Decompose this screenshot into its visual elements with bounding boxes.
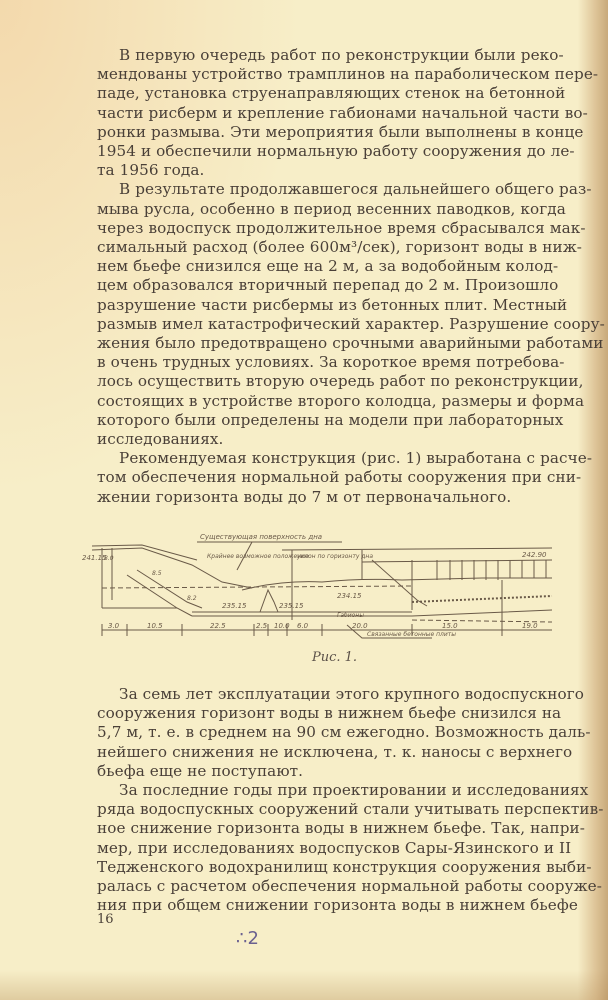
text-line: мер, при исследованиях водоспусков Сары-Язинского и II bbox=[97, 838, 572, 857]
text-line: ное снижение горизонта воды в нижнем бьефе. Так, напри- bbox=[97, 819, 585, 838]
text-line: через водоспуск продолжительное время сбрасывался мак- bbox=[97, 218, 586, 237]
text-line: ния при общем снижении горизонта воды в нижнем бьефе bbox=[97, 896, 578, 915]
text-line: в очень трудных условиях. За короткое время потребова- bbox=[97, 353, 565, 372]
text-line: цем образовался вторичный перепад до 2 м. Произошло bbox=[97, 276, 559, 295]
text-line: мендованы устройство трамплинов на параболическом пере- bbox=[97, 65, 599, 84]
text-line: Рекомендуемая конструкция (рис. 1) выработана с расче- bbox=[119, 449, 593, 468]
paragraph-2 bbox=[97, 180, 605, 449]
label-existing-surface: Существующая поверхность дна bbox=[200, 533, 323, 541]
text-block-bottom bbox=[97, 685, 604, 915]
text-line: лось осуществить вторую очередь работ по реконструкции, bbox=[97, 372, 584, 391]
label-dim-h2: 8.5 bbox=[152, 570, 162, 577]
label-extreme-level: Крайнее возможное положение bbox=[207, 553, 309, 560]
text-line: симальный расход (более 600м³/сек), горизонт воды в ниж- bbox=[97, 238, 582, 257]
text-line: части рисберм и крепление габионами начальной части во- bbox=[97, 103, 588, 122]
text-line: ралась с расчетом обеспечения нормальной работы сооруже- bbox=[97, 877, 602, 896]
text-line: В первую очередь работ по реконструкции были реко- bbox=[119, 46, 564, 64]
dimension-label: 10.0 bbox=[274, 622, 290, 630]
dimension-label: 15.0 bbox=[442, 622, 458, 630]
text-line: 1954 и обеспечили нормальную работу сооружения до ле- bbox=[97, 142, 575, 161]
text-line: За семь лет эксплуатации этого крупного водоспускного bbox=[119, 685, 585, 703]
text-line: паде, установка струенаправляющих стенок на бетонной bbox=[97, 84, 566, 103]
text-line: та 1956 года. bbox=[97, 161, 205, 180]
text-block-top bbox=[97, 46, 605, 507]
text-line: мыва русла, особенно в период весенних паводков, когда bbox=[97, 199, 566, 218]
dimension-label: 2.5 bbox=[256, 622, 268, 630]
label-right-elevation: 242.90 bbox=[522, 551, 547, 559]
dimension-label: 3.0 bbox=[108, 622, 120, 630]
text-line: том обеспечения нормальной работы сооружения при сни- bbox=[97, 468, 582, 487]
paragraph-1 bbox=[97, 46, 599, 180]
text-line: За последние годы при проектировании и исследованиях bbox=[119, 781, 589, 800]
label-gabions: Габионы bbox=[337, 612, 364, 619]
text-line: жении горизонта воды до 7 м от первоначального. bbox=[97, 487, 512, 506]
label-elev-1: 235.15 bbox=[222, 602, 247, 610]
dimension-label: 20.0 bbox=[352, 622, 368, 630]
paragraph-3 bbox=[97, 449, 593, 507]
text-line: сооружения горизонт воды в нижнем бьефе снизился на bbox=[97, 704, 562, 723]
text-line: жения было предотвращено срочными аварийными работами bbox=[97, 334, 604, 353]
text-line: размыв имел катастрофический характер. Разрушение соору- bbox=[97, 314, 605, 333]
dimension-label: 10.5 bbox=[147, 622, 163, 630]
text-line: нейшего снижения не исключена, т. к. наносы с верхнего bbox=[97, 742, 573, 761]
dimension-label: 6.0 bbox=[297, 622, 309, 630]
figure-cross-section-drawing bbox=[82, 520, 562, 640]
text-line: ронки размыва. Эти мероприятия были выполнены в конце bbox=[97, 122, 584, 141]
engineering-drawing bbox=[82, 520, 562, 640]
text-line: нем бьефе снизился еще на 2 м, а за водобойным колод- bbox=[97, 257, 559, 276]
text-line: состоящих в устройстве второго колодца, размеры и форма bbox=[97, 391, 585, 410]
label-elev-2: 235.15 bbox=[279, 602, 304, 610]
label-dim-h3: 8.2 bbox=[187, 595, 197, 602]
text-line: исследованиях. bbox=[97, 430, 224, 449]
page-number: 16 bbox=[97, 912, 114, 927]
text-line: Тедженского водохранилищ конструкция сооружения выби- bbox=[97, 857, 592, 876]
label-elev-3: 234.15 bbox=[337, 592, 362, 600]
label-left-elevation: 241.15 bbox=[82, 554, 107, 562]
text-line: разрушение части рисбермы из бетонных плит. Местный bbox=[97, 295, 568, 314]
label-dim-h1: 8.0 bbox=[104, 555, 114, 562]
text-line: которого были определены на модели при лабораторных bbox=[97, 410, 564, 429]
text-line: бьефа еще не поступают. bbox=[97, 761, 304, 780]
text-line: ряда водоспускных сооружений стали учитывать перспектив- bbox=[97, 800, 604, 819]
figure-caption: Рис. 1. bbox=[312, 650, 358, 665]
dimension-label: 19.0 bbox=[522, 622, 538, 630]
paragraph-4 bbox=[97, 685, 591, 781]
text-line: 5,7 м, т. е. в среднем на 90 см ежегодно. Возможность даль- bbox=[97, 723, 591, 742]
label-concrete-plates: Связанные бетонные плиты bbox=[367, 631, 457, 638]
text-line: В результате продолжавшегося дальнейшего общего раз- bbox=[119, 180, 592, 199]
label-level-note: уклон по горизонту дна bbox=[297, 553, 374, 560]
paragraph-5 bbox=[97, 781, 604, 915]
ink-stamp-mark: ∴2 bbox=[236, 928, 259, 949]
dimension-label: 22.5 bbox=[210, 622, 226, 630]
